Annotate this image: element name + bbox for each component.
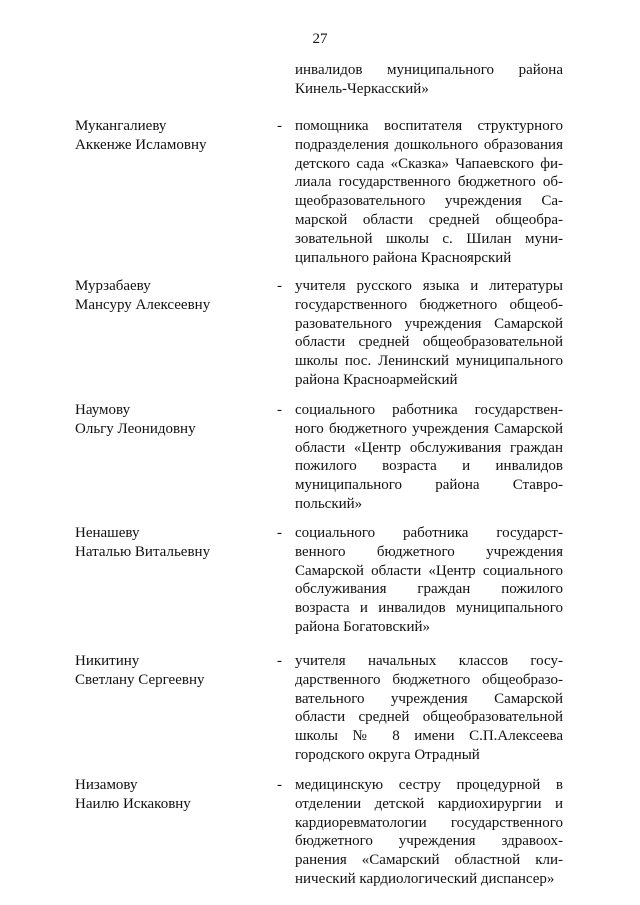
surname: Ненашеву [75, 525, 140, 541]
text-line: области «Центр обслуживания граждан [295, 439, 563, 456]
text-line: кардиоревматологии государственного [295, 814, 563, 831]
text-line: обслуживания граждан пожилого [295, 581, 563, 598]
text-line: польский» [295, 495, 363, 512]
position-description [295, 524, 563, 637]
text-line: социального работника государствен- [295, 402, 563, 418]
text-line: области средней общеобразовательной [295, 334, 563, 351]
position-description [295, 277, 563, 390]
given-names: Наталью Витальевну [75, 544, 211, 560]
text-line: государственного бюджетного общеоб- [295, 296, 563, 313]
surname: Никитину [75, 653, 140, 669]
dash-separator: - [277, 653, 282, 669]
position-description [295, 401, 563, 514]
dash-separator: - [277, 118, 282, 134]
given-names: Светлану Сергеевну [75, 672, 205, 688]
person-name [75, 776, 265, 814]
text-line: отделении детской кардиохирургии и [295, 795, 563, 812]
text-line: учителя начальных классов госу- [295, 653, 563, 669]
surname: Наумову [75, 402, 131, 418]
text-line: пожилого возраста и инвалидов [295, 458, 563, 475]
page-number: 27 [312, 31, 328, 47]
position-description [295, 776, 563, 889]
text-line: ранения «Самарский областной кли- [295, 852, 563, 869]
text-line: венного бюджетного учреждения [295, 543, 563, 560]
position-description [295, 652, 563, 765]
given-names: Ольгу Леонидовну [75, 421, 196, 437]
text-line: дарственного бюджетного общеобразо- [295, 671, 563, 688]
text-line: нический кардиологический диспансер» [295, 870, 555, 887]
surname: Низамову [75, 777, 138, 793]
text-line: щеобразовательного учреждения Са- [295, 193, 563, 210]
text-line: района Красноармейский [295, 371, 458, 388]
text-line: ного бюджетного учреждения Самарской [295, 420, 563, 437]
given-names: Аккенже Исламовну [75, 137, 207, 153]
text-line: медицинскую сестру процедурной в [295, 777, 563, 793]
text-line: марской области средней общеобра- [295, 211, 563, 228]
person-name [75, 652, 265, 690]
text-line: ципального района Красноярский [295, 249, 512, 266]
text-line: Кинель-Черкасский» [295, 80, 429, 97]
position-description [295, 117, 563, 267]
person-name [75, 401, 265, 439]
text-line: инвалидов муниципального района [295, 62, 563, 78]
text-line: социального работника государст- [295, 525, 563, 541]
text-line: школы № 8 имени С.П.Алексеева [295, 728, 563, 745]
dash-separator: - [277, 777, 282, 793]
text-line: муниципального района Ставро- [295, 477, 563, 494]
text-line: бюджетного учреждения здравоох- [295, 833, 563, 850]
given-names: Наилю Искаковну [75, 796, 191, 812]
dash-separator: - [277, 525, 282, 541]
text-line: помощника воспитателя структурного [295, 118, 563, 134]
person-name [75, 277, 265, 315]
text-line: разовательного учреждения Самарской [295, 315, 563, 332]
person-name [75, 524, 265, 562]
text-line: учителя русского языка и литературы [295, 278, 563, 294]
text-line: района Богатовский» [295, 618, 431, 635]
text-line: области средней общеобразовательной [295, 709, 563, 726]
text-line: Самарской области «Центр социального [295, 562, 563, 579]
person-name [75, 117, 265, 155]
given-names: Мансуру Алексеевну [75, 297, 211, 313]
text-line: городского округа Отрадный [295, 746, 480, 763]
text-line: возраста и инвалидов муниципального [295, 600, 563, 617]
text-line: подразделения дошкольного образования [295, 136, 563, 153]
text-line: лиала государственного бюджетного об- [295, 174, 563, 191]
surname: Мурзабаеву [75, 278, 151, 294]
continuation-text [295, 61, 563, 99]
surname: Мукангалиеву [75, 118, 167, 134]
dash-separator: - [277, 402, 282, 418]
text-line: школы пос. Ленинский муниципального [295, 353, 563, 370]
text-line: зовательной школы с. Шилан муни- [295, 230, 563, 247]
text-line: детского сада «Сказка» Чапаевского фи- [295, 155, 563, 172]
dash-separator: - [277, 278, 282, 294]
text-line: вательного учреждения Самарской [295, 690, 563, 707]
